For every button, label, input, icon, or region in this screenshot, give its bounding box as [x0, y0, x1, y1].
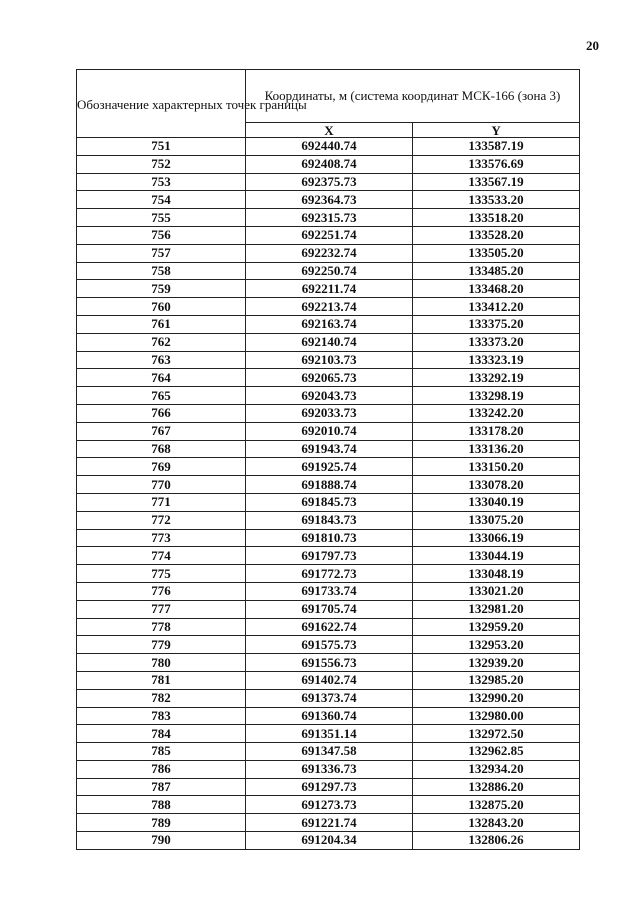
y-coordinate-cell: 132990.20	[413, 689, 580, 707]
point-number-cell: 775	[77, 565, 246, 583]
y-coordinate-cell: 133292.19	[413, 369, 580, 387]
y-coordinate-cell: 133048.19	[413, 565, 580, 583]
y-coordinate-cell: 133178.20	[413, 422, 580, 440]
y-coordinate-cell: 133412.20	[413, 298, 580, 316]
table-row	[77, 404, 580, 422]
point-number-cell: 758	[77, 262, 246, 280]
table-row	[77, 511, 580, 529]
y-coordinate-cell: 133533.20	[413, 191, 580, 209]
x-coordinate-cell: 691575.73	[246, 636, 413, 654]
x-coordinate-cell: 692211.74	[246, 280, 413, 298]
table-row	[77, 298, 580, 316]
point-number-cell: 759	[77, 280, 246, 298]
table-row	[77, 351, 580, 369]
y-coordinate-cell: 132939.20	[413, 654, 580, 672]
point-number-cell: 789	[77, 814, 246, 832]
point-number-cell: 780	[77, 654, 246, 672]
point-number-cell: 757	[77, 244, 246, 262]
y-coordinate-cell: 132934.20	[413, 760, 580, 778]
point-number-cell: 764	[77, 369, 246, 387]
x-coordinate-cell: 691733.74	[246, 582, 413, 600]
x-coordinate-cell: 691347.58	[246, 743, 413, 761]
y-coordinate-cell: 133021.20	[413, 582, 580, 600]
x-coordinate-cell: 692250.74	[246, 262, 413, 280]
y-coordinate-cell: 132959.20	[413, 618, 580, 636]
table-row	[77, 262, 580, 280]
point-number-cell: 774	[77, 547, 246, 565]
y-coordinate-cell: 133528.20	[413, 226, 580, 244]
y-coordinate-cell: 132886.20	[413, 778, 580, 796]
coordinates-table	[76, 69, 580, 850]
table-row	[77, 226, 580, 244]
point-number-cell: 790	[77, 832, 246, 850]
point-number-cell: 781	[77, 671, 246, 689]
point-number-cell: 751	[77, 138, 246, 156]
x-coordinate-cell: 692065.73	[246, 369, 413, 387]
x-coordinate-cell: 691221.74	[246, 814, 413, 832]
point-number-cell: 766	[77, 404, 246, 422]
table-row	[77, 315, 580, 333]
table-row	[77, 280, 580, 298]
header-y: Y	[413, 123, 580, 138]
y-coordinate-cell: 133485.20	[413, 262, 580, 280]
x-coordinate-cell: 691360.74	[246, 707, 413, 725]
point-number-cell: 765	[77, 387, 246, 405]
y-coordinate-cell: 132843.20	[413, 814, 580, 832]
y-coordinate-cell: 133040.19	[413, 493, 580, 511]
y-coordinate-cell: 132980.00	[413, 707, 580, 725]
point-number-cell: 767	[77, 422, 246, 440]
table-row	[77, 191, 580, 209]
point-number-cell: 753	[77, 173, 246, 191]
table-row	[77, 725, 580, 743]
table-body	[77, 138, 580, 850]
x-coordinate-cell: 692375.73	[246, 173, 413, 191]
table-header-row	[77, 70, 580, 123]
point-number-cell: 754	[77, 191, 246, 209]
point-number-cell: 779	[77, 636, 246, 654]
point-number-cell: 783	[77, 707, 246, 725]
table-row	[77, 778, 580, 796]
table-row	[77, 814, 580, 832]
y-coordinate-cell: 133044.19	[413, 547, 580, 565]
table-row	[77, 173, 580, 191]
x-coordinate-cell: 692364.73	[246, 191, 413, 209]
x-coordinate-cell: 691297.73	[246, 778, 413, 796]
x-coordinate-cell: 692010.74	[246, 422, 413, 440]
table-row	[77, 671, 580, 689]
header-point-designation: Обозначение характерных точек границы	[77, 70, 246, 138]
point-number-cell: 772	[77, 511, 246, 529]
table-row	[77, 440, 580, 458]
table-row	[77, 654, 580, 672]
table-row	[77, 476, 580, 494]
x-coordinate-cell: 692103.73	[246, 351, 413, 369]
y-coordinate-cell: 132953.20	[413, 636, 580, 654]
point-number-cell: 773	[77, 529, 246, 547]
x-coordinate-cell: 692163.74	[246, 315, 413, 333]
y-coordinate-cell: 133066.19	[413, 529, 580, 547]
table-row	[77, 458, 580, 476]
table-row	[77, 333, 580, 351]
table-row	[77, 547, 580, 565]
x-coordinate-cell: 691622.74	[246, 618, 413, 636]
x-coordinate-cell: 692408.74	[246, 155, 413, 173]
x-coordinate-cell: 692232.74	[246, 244, 413, 262]
y-coordinate-cell: 133468.20	[413, 280, 580, 298]
point-number-cell: 785	[77, 743, 246, 761]
point-number-cell: 778	[77, 618, 246, 636]
point-number-cell: 788	[77, 796, 246, 814]
table-row	[77, 387, 580, 405]
table-row	[77, 832, 580, 850]
table-row	[77, 138, 580, 156]
point-number-cell: 784	[77, 725, 246, 743]
x-coordinate-cell: 692251.74	[246, 226, 413, 244]
x-coordinate-cell: 692213.74	[246, 298, 413, 316]
point-number-cell: 768	[77, 440, 246, 458]
x-coordinate-cell: 691845.73	[246, 493, 413, 511]
point-number-cell: 786	[77, 760, 246, 778]
x-coordinate-cell: 691204.34	[246, 832, 413, 850]
point-number-cell: 761	[77, 315, 246, 333]
point-number-cell: 769	[77, 458, 246, 476]
x-coordinate-cell: 691943.74	[246, 440, 413, 458]
x-coordinate-cell: 692043.73	[246, 387, 413, 405]
point-number-cell: 756	[77, 226, 246, 244]
point-number-cell: 776	[77, 582, 246, 600]
point-number-cell: 770	[77, 476, 246, 494]
point-number-cell: 763	[77, 351, 246, 369]
table-row	[77, 493, 580, 511]
point-number-cell: 787	[77, 778, 246, 796]
y-coordinate-cell: 133373.20	[413, 333, 580, 351]
y-coordinate-cell: 133518.20	[413, 209, 580, 227]
x-coordinate-cell: 691810.73	[246, 529, 413, 547]
table-row	[77, 689, 580, 707]
table-row	[77, 636, 580, 654]
y-coordinate-cell: 133576.69	[413, 155, 580, 173]
point-number-cell: 771	[77, 493, 246, 511]
table-row	[77, 529, 580, 547]
x-coordinate-cell: 691925.74	[246, 458, 413, 476]
x-coordinate-cell: 691705.74	[246, 600, 413, 618]
y-coordinate-cell: 133375.20	[413, 315, 580, 333]
y-coordinate-cell: 133323.19	[413, 351, 580, 369]
y-coordinate-cell: 133505.20	[413, 244, 580, 262]
table-row	[77, 582, 580, 600]
y-coordinate-cell: 132985.20	[413, 671, 580, 689]
x-coordinate-cell: 691351.14	[246, 725, 413, 743]
point-number-cell: 777	[77, 600, 246, 618]
y-coordinate-cell: 133242.20	[413, 404, 580, 422]
x-coordinate-cell: 691556.73	[246, 654, 413, 672]
header-x: X	[246, 123, 413, 138]
x-coordinate-cell: 692315.73	[246, 209, 413, 227]
y-coordinate-cell: 132875.20	[413, 796, 580, 814]
table-row	[77, 565, 580, 583]
page-number: 20	[586, 38, 599, 53]
x-coordinate-cell: 691373.74	[246, 689, 413, 707]
x-coordinate-cell: 691772.73	[246, 565, 413, 583]
point-number-cell: 752	[77, 155, 246, 173]
x-coordinate-cell: 692440.74	[246, 138, 413, 156]
table-row	[77, 760, 580, 778]
table-row	[77, 600, 580, 618]
y-coordinate-cell: 132972.50	[413, 725, 580, 743]
table-row	[77, 209, 580, 227]
y-coordinate-cell: 133075.20	[413, 511, 580, 529]
x-coordinate-cell: 691797.73	[246, 547, 413, 565]
table-row	[77, 707, 580, 725]
x-coordinate-cell: 691843.73	[246, 511, 413, 529]
y-coordinate-cell: 133078.20	[413, 476, 580, 494]
table-row	[77, 155, 580, 173]
table-row	[77, 422, 580, 440]
y-coordinate-cell: 133567.19	[413, 173, 580, 191]
table-row	[77, 244, 580, 262]
x-coordinate-cell: 692140.74	[246, 333, 413, 351]
x-coordinate-cell: 691402.74	[246, 671, 413, 689]
x-coordinate-cell: 692033.73	[246, 404, 413, 422]
table-row	[77, 618, 580, 636]
y-coordinate-cell: 133136.20	[413, 440, 580, 458]
y-coordinate-cell: 132806.26	[413, 832, 580, 850]
table-row	[77, 369, 580, 387]
table-row	[77, 743, 580, 761]
point-number-cell: 760	[77, 298, 246, 316]
header-coordinates: Координаты, м (система координат МСК-166 (зона 3)	[246, 70, 580, 123]
table-row	[77, 796, 580, 814]
point-number-cell: 782	[77, 689, 246, 707]
point-number-cell: 755	[77, 209, 246, 227]
x-coordinate-cell: 691336.73	[246, 760, 413, 778]
y-coordinate-cell: 132962.85	[413, 743, 580, 761]
y-coordinate-cell: 133150.20	[413, 458, 580, 476]
x-coordinate-cell: 691888.74	[246, 476, 413, 494]
point-number-cell: 762	[77, 333, 246, 351]
y-coordinate-cell: 133298.19	[413, 387, 580, 405]
y-coordinate-cell: 132981.20	[413, 600, 580, 618]
x-coordinate-cell: 691273.73	[246, 796, 413, 814]
y-coordinate-cell: 133587.19	[413, 138, 580, 156]
